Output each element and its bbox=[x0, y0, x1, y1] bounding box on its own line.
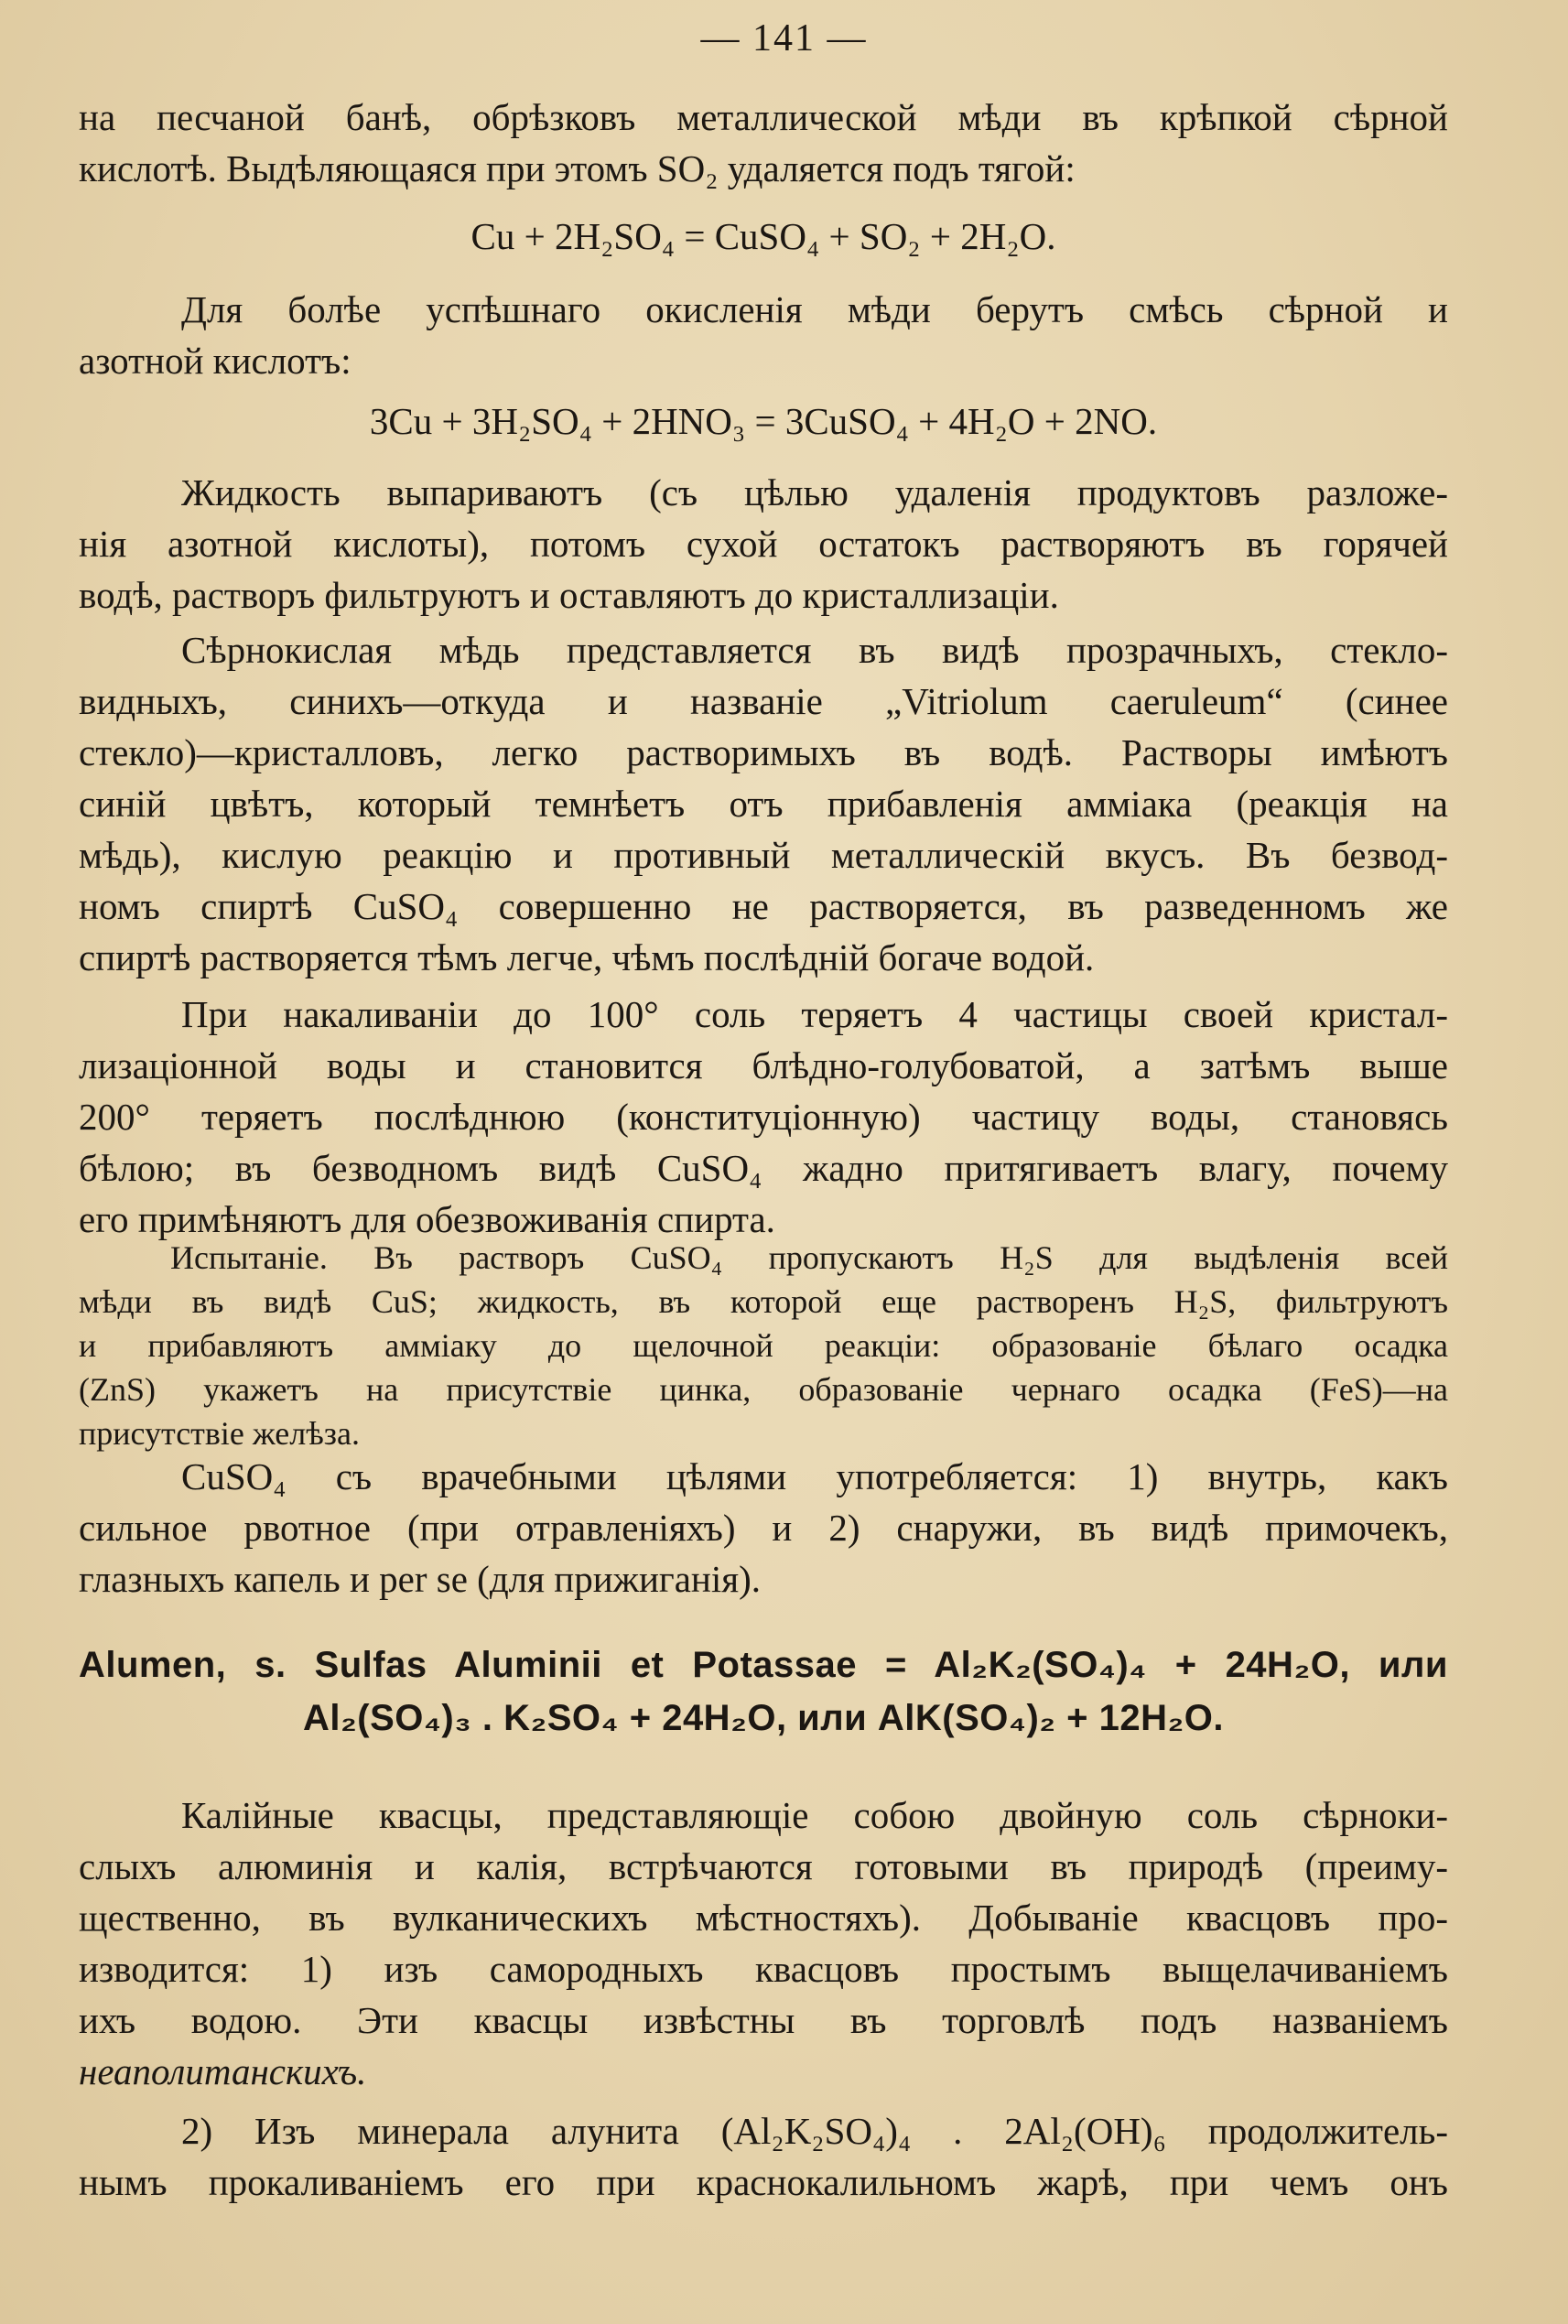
text-line: присутствіе желѣза. bbox=[79, 1415, 360, 1452]
text-line: 200° теряетъ послѣднюю (конституціонную) частицу воды, становясь bbox=[79, 1096, 1448, 1138]
paragraph-alunite bbox=[79, 2105, 1448, 2208]
equation: 3Cu + 3H₂SO₄ + 2HNO₃ = 3CuSO₄ + 4H₂O + 2NO. bbox=[369, 400, 1158, 442]
text-line: азотной кислотъ: bbox=[79, 340, 351, 382]
text-line: стекло)—кристалловъ, легко растворимыхъ въ водѣ. Растворы имѣютъ bbox=[79, 731, 1448, 773]
paragraph-medical-use bbox=[79, 1451, 1448, 1605]
text-line: лизаціонной воды и становится блѣдно-голубоватой, а затѣмъ выше bbox=[79, 1044, 1448, 1086]
text-line: При накаливаніи до 100° соль теряетъ 4 частицы своей кристал- bbox=[181, 993, 1448, 1035]
text-line: неаполитанскихъ. bbox=[79, 2050, 367, 2092]
text-line: Калійные квасцы, представляющіе собою двойную соль сѣрноки- bbox=[181, 1794, 1448, 1836]
text-line: глазныхъ капель и per se (для прижиганія). bbox=[79, 1558, 762, 1600]
equation-copper-nitric bbox=[79, 394, 1448, 449]
text-line: ихъ водою. Эти квасцы извѣстны въ торговлѣ подъ названіемъ bbox=[79, 1999, 1448, 2041]
text-line: мѣдь), кислую реакцію и противный металлическій вкусъ. Въ безвод- bbox=[79, 834, 1448, 876]
text-line: номъ спиртѣ CuSO₄ совершенно не растворяется, въ разведенномъ же bbox=[79, 885, 1448, 927]
text-line: водѣ, растворъ фильтруютъ и оставляютъ до кристаллизаціи. bbox=[79, 574, 1059, 616]
text-line: 2) Изъ минерала алунита (Al₂K₂SO₄)₄ . 2Al₂(OH)₆ продолжитель- bbox=[181, 2110, 1448, 2152]
text-line: слыхъ алюминія и калія, встрѣчаются готовыми въ природѣ (преиму- bbox=[79, 1845, 1448, 1887]
paragraph-oxidation bbox=[79, 284, 1448, 386]
paragraph-copper-sulfate-description bbox=[79, 624, 1448, 983]
paragraph-potassium-alum bbox=[79, 1789, 1448, 2097]
equation: Cu + 2H₂SO₄ = CuSO₄ + SO₂ + 2H₂O. bbox=[470, 215, 1056, 257]
paragraph-continuation bbox=[79, 92, 1448, 194]
text-line: спиртѣ растворяется тѣмъ легче, чѣмъ послѣдній богаче водой. bbox=[79, 936, 1095, 978]
text-line: видныхъ, синихъ—откуда и названіе „Vitriolum caeruleum“ (синее bbox=[79, 680, 1448, 722]
text-line: кислотѣ. Выдѣляющаяся при этомъ SO₂ удаляется подъ тягой: bbox=[79, 147, 1076, 189]
text-line: CuSO₄ съ врачебными цѣлями употребляется: 1) внутрь, какъ bbox=[181, 1455, 1448, 1497]
text-line: изводится: 1) изъ самородныхъ квасцовъ простымъ выщелачиваніемъ bbox=[79, 1948, 1448, 1990]
text-line: бѣлою; въ безводномъ видѣ CuSO₄ жадно притягиваетъ влагу, почему bbox=[79, 1147, 1448, 1189]
page-number: — 141 — bbox=[700, 17, 868, 59]
equation-copper-sulfuric bbox=[79, 209, 1448, 264]
text-line: нія азотной кислоты), потомъ сухой остатокъ растворяютъ въ горячей bbox=[79, 523, 1448, 565]
text-line: на песчаной банѣ, обрѣзковъ металлической мѣди въ крѣпкой сѣрной bbox=[79, 96, 1448, 138]
text-line: Сѣрнокислая мѣдь представляется въ видѣ прозрачныхъ, стекло- bbox=[181, 629, 1448, 671]
section-heading-alumen bbox=[79, 1638, 1448, 1745]
text-line: сильное рвотное (при отравленіяхъ) и 2) снаружи, въ видѣ примочекъ, bbox=[79, 1507, 1448, 1549]
text-line: его примѣняютъ для обезвоживанія спирта. bbox=[79, 1198, 775, 1240]
paragraph-heating bbox=[79, 989, 1448, 1245]
heading-line: Alumen, s. Sulfas Aluminii et Potassae = Al₂K₂(SO₄)₄ + 24H₂O, или bbox=[79, 1645, 1448, 1685]
text-line: Жидкость выпариваютъ (съ цѣлью удаленія продуктовъ разложе- bbox=[181, 471, 1448, 513]
heading-line: Al₂(SO₄)₃ . K₂SO₄ + 24H₂O, или AlK(SO₄)₂ + 12H₂O. bbox=[302, 1698, 1225, 1738]
paragraph-evaporation bbox=[79, 467, 1448, 621]
text-line: и прибавляютъ амміаку до щелочной реакціи: образованіе бѣлаго осадка bbox=[79, 1327, 1448, 1364]
text-line: мѣди въ видѣ CuS; жидкость, въ которой еще растворенъ H₂S, фильтруютъ bbox=[79, 1283, 1448, 1320]
text-line: Испытаніе. Въ растворъ CuSO₄ пропускаютъ H₂S для выдѣленія всей bbox=[170, 1239, 1448, 1276]
text-line: синій цвѣтъ, который темнѣетъ отъ прибавленія амміака (реакція на bbox=[79, 783, 1448, 825]
text-line: (ZnS) укажетъ на присутствіе цинка, образованіе чернаго осадка (FeS)—на bbox=[79, 1371, 1448, 1408]
text-line: щественно, въ вулканическихъ мѣстностяхъ). Добываніе квасцовъ про- bbox=[79, 1897, 1448, 1939]
text-line: Для болѣе успѣшнаго окисленія мѣди берутъ смѣсь сѣрной и bbox=[181, 288, 1448, 330]
text-line: нымъ прокаливаніемъ его при краснокалильномъ жарѣ, при чемъ онъ bbox=[79, 2161, 1448, 2203]
paragraph-testing bbox=[79, 1236, 1448, 1455]
